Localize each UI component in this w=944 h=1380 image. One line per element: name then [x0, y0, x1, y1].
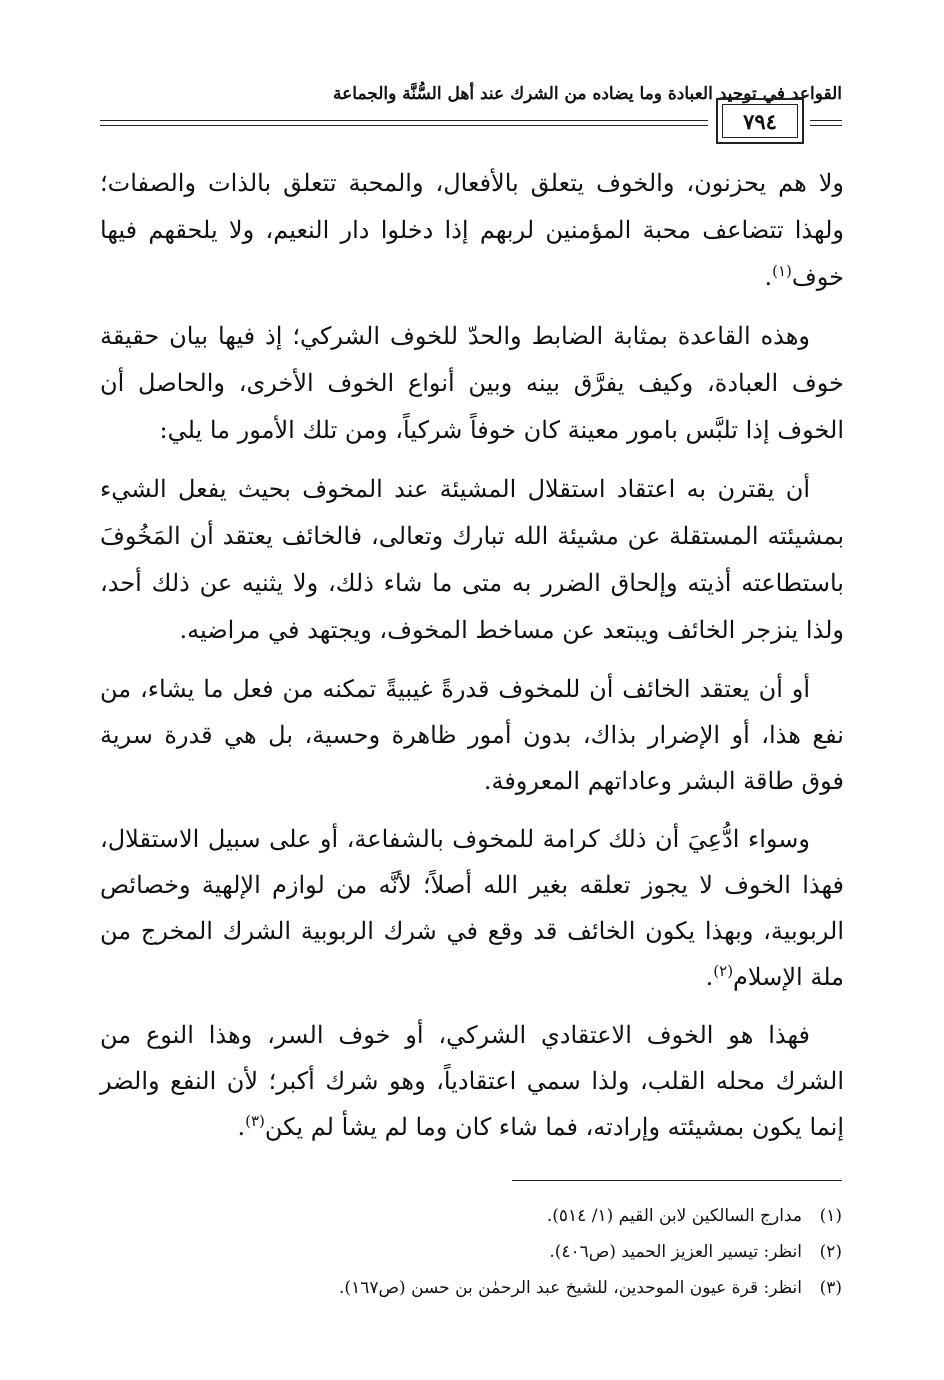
footnote-text: مدارج السالكين لابن القيم (١/ ٥١٤). [546, 1206, 802, 1226]
footnote-text: انظر: تيسير العزيز الحميد (ص٤٠٦). [549, 1242, 802, 1262]
paragraph [100, 466, 844, 654]
paragraph-end: . [764, 263, 773, 291]
paragraph [100, 666, 844, 804]
paragraph-text: أن يقترن به اعتقاد استقلال المشيئة عند المخوف بحيث يفعل الشيء بمشيئته المستقلة عن مشيئة الله تبارك وتعالى، فالخائف يعتقد أن المَخُوفَ باستطاعته أذيته وإلحاق الضرر به متى ما شاء ذلك، ولا يثنيه عن ذلك أحد، ولذا ينزجر الخائف ويبتعد عن مساخط المخوف، ويجتهد في مراضيه. [100, 475, 844, 644]
paragraph-text: ولا هم يحزنون، والخوف يتعلق بالأفعال، والمحبة تتعلق بالذات والصفات؛ ولهذا تتضاعف محبة المؤمنين لربهم إذا دخلوا دار النعيم، ولا يلحقهم فيها خوف [100, 169, 844, 291]
paragraph [100, 313, 844, 454]
footnote-ref[interactable]: (١) [772, 262, 792, 280]
paragraph [100, 160, 844, 301]
header-title: القواعد في توحيد العبادة وما يضاده من الشرك عند أهل السُّنَّة والجماعة [333, 84, 842, 104]
footnote [100, 1234, 842, 1270]
header-rule [810, 125, 842, 126]
paragraph-end: . [237, 1113, 246, 1141]
paragraph-text: وسواء ادُّعِيَ أن ذلك كرامة للمخوف بالشفاعة، أو على سبيل الاستقلال، فهذا الخوف لا يجوز تعلقه بغير الله أصلاً؛ لأنَّه من لوازم الإلهية وخصائص الربوبية، وبهذا يكون الخائف قد وقع في شرك الربوبية الشرك المخرج من ملة الإسلام [100, 825, 844, 991]
footnote-ref[interactable]: (٣) [245, 1112, 265, 1130]
footnote [100, 1198, 842, 1234]
footnotes [100, 1198, 842, 1306]
paragraph [100, 816, 844, 1000]
paragraph-end: . [705, 963, 714, 991]
paragraph-text: فهذا هو الخوف الاعتقادي الشركي، أو خوف السر، وهذا النوع من الشرك محله القلب، ولذا سمي اعتقادياً، وهو شرك أكبر؛ لأن النفع والضر إنما يكون بمشيئته وإرادته، فما شاء كان وما لم يشأ لم يكن [100, 1021, 844, 1141]
header-rule [100, 120, 708, 121]
footnote-number: (١) [819, 1206, 842, 1226]
footnote-ref[interactable]: (٢) [713, 962, 734, 980]
footnote-text: انظر: قرة عيون الموحدين، للشيخ عبد الرحمٰن بن حسن (ص١٦٧). [339, 1278, 802, 1298]
header-rule [810, 120, 842, 121]
paragraph-text: وهذه القاعدة بمثابة الضابط والحدّ للخوف الشركي؛ إذ فيها بيان حقيقة خوف العبادة، وكيف يفرَّق بينه وبين أنواع الخوف الأخرى، والحاصل أن الخوف إذا تلبَّس بامور معينة كان خوفاً شركياً، ومن تلك الأمور ما يلي: [100, 322, 844, 444]
paragraph [100, 1012, 844, 1150]
footnote [100, 1270, 842, 1306]
footnote-number: (٣) [819, 1278, 842, 1298]
paragraph-text: أو أن يعتقد الخائف أن للمخوف قدرةً غيبيةً تمكنه من فعل ما يشاء، من نفع هذا، أو الإضرار بذاك، بدون أمور ظاهرة وحسية، بل هي قدرة سرية فوق طاقة البشر وعاداتهم المعروفة. [100, 675, 844, 795]
main-text [100, 160, 844, 1162]
running-header [100, 78, 842, 148]
footnote-number: (٢) [819, 1242, 842, 1262]
header-rule [100, 125, 708, 126]
footnote-separator [512, 1180, 842, 1181]
page-number-frame [716, 98, 804, 144]
page-number: ٧٩٤ [743, 108, 777, 134]
